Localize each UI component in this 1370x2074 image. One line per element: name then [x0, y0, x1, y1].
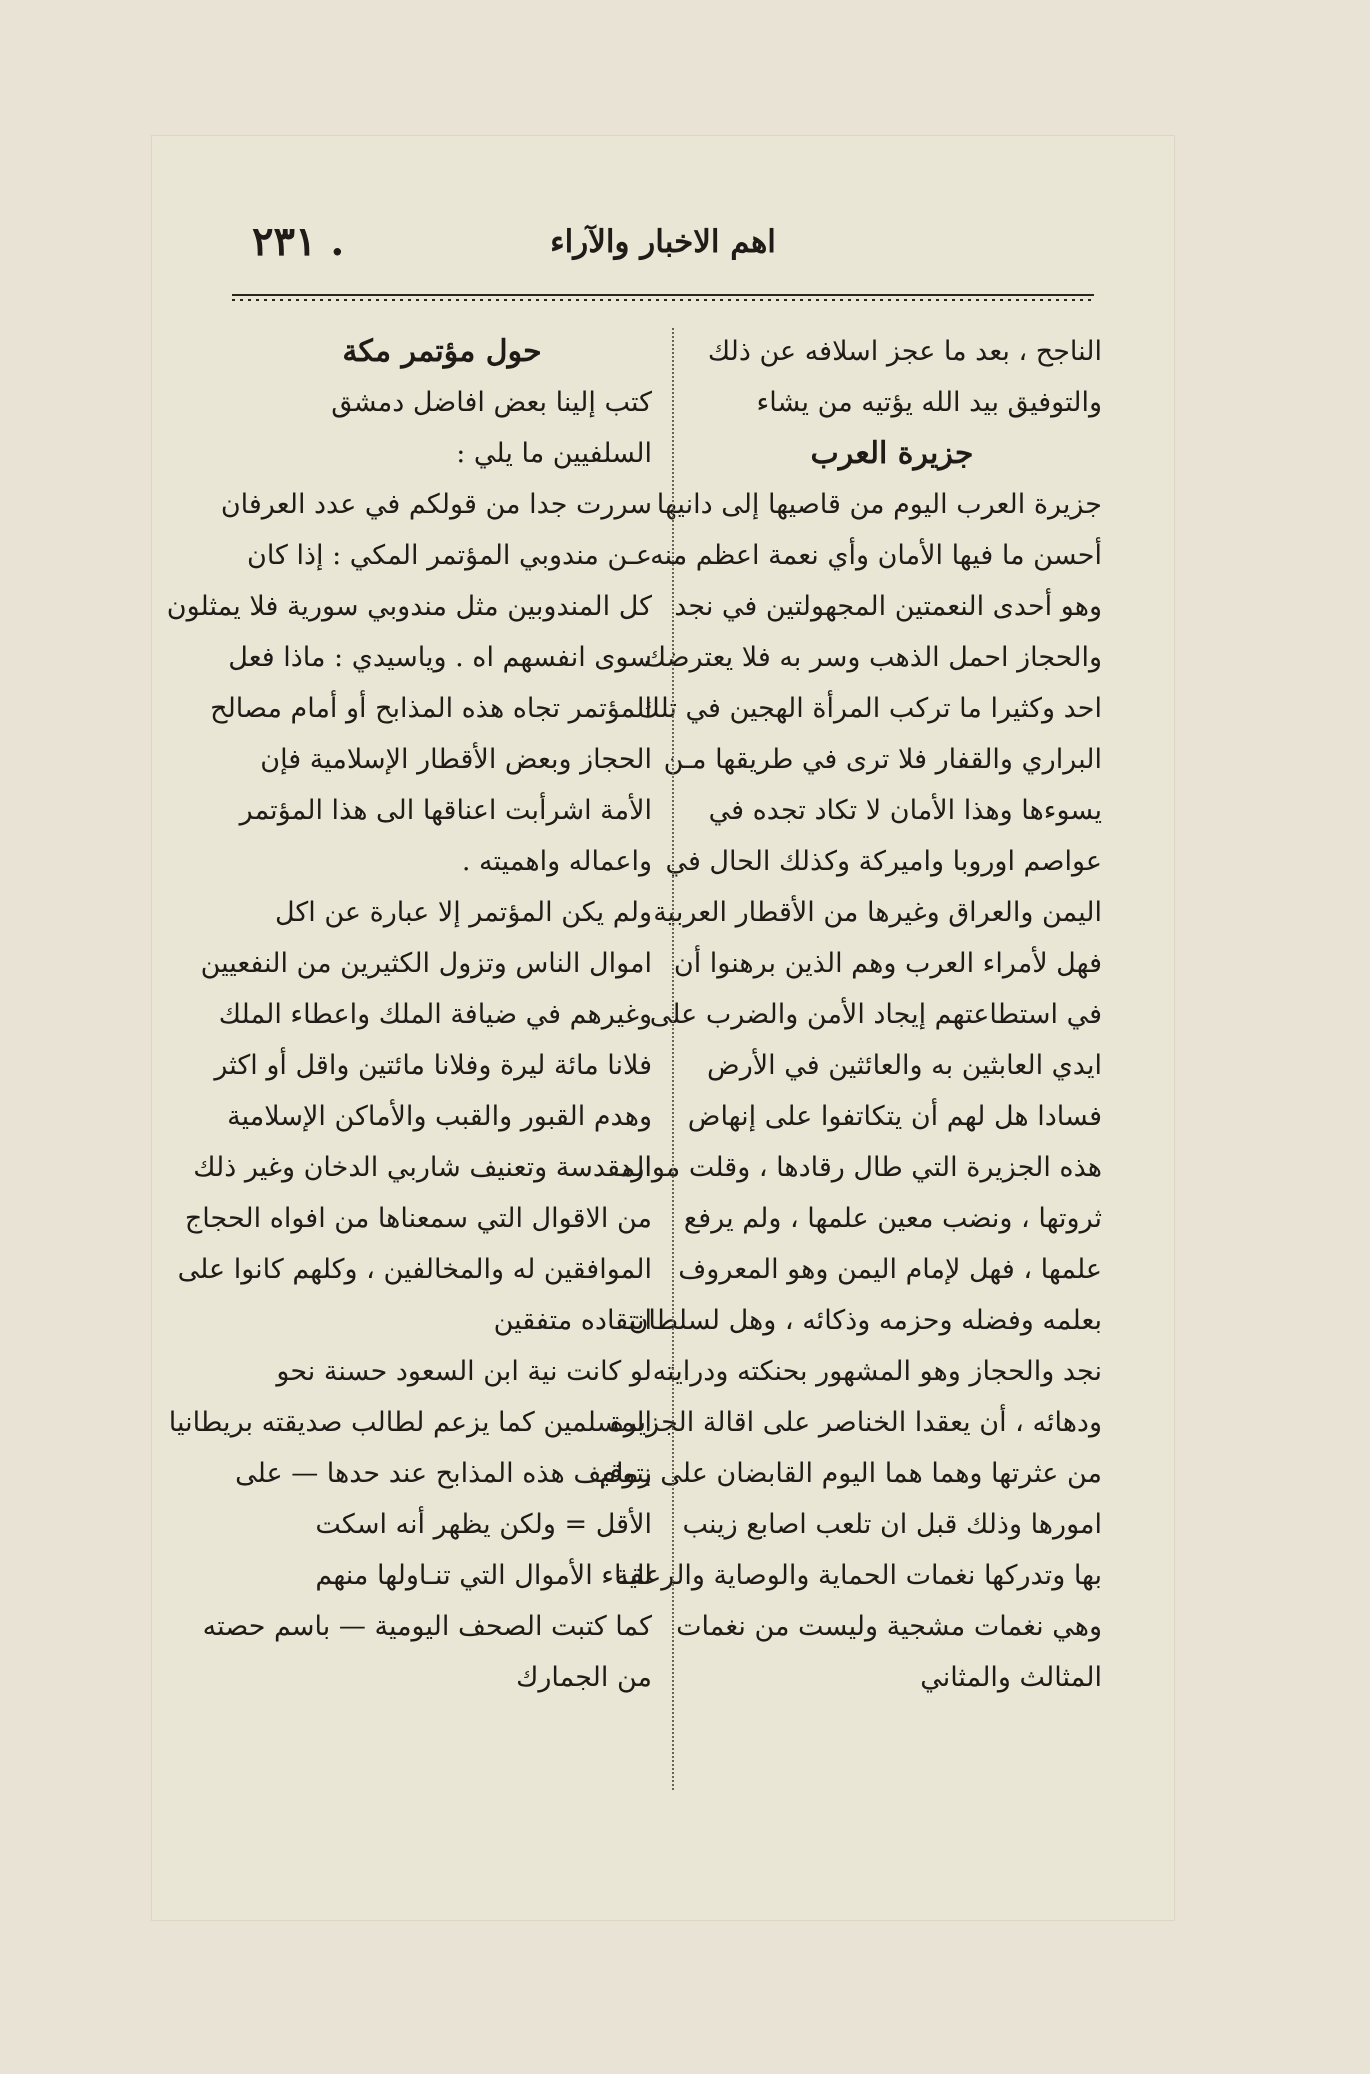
text-line: المقدسة وتعنيف شاربي الدخان وغير ذلك [193, 1152, 652, 1183]
text-line: بتوقيف هذه المذابح عند حدها — على [235, 1458, 652, 1489]
text-line: سوى انفسهم اه . وياسيدي : ماذا فعل [228, 642, 652, 673]
section-heading-mecca-conference: حول مؤتمر مكة [342, 334, 542, 369]
text-line: من عثرتها وهما هما اليوم القابضان على زمام [599, 1458, 1102, 1489]
text-line: بعلمه وفضله وحزمه وذكائه ، وهل لسلطان [628, 1305, 1102, 1336]
text-line: ايدي العابثين به والعائثين في الأرض [707, 1050, 1102, 1081]
text-line: في استطاعتهم إيجاد الأمن والضرب على [649, 999, 1102, 1030]
text-line: السلفيين ما يلي : [456, 438, 652, 469]
text-line: وغيرهم في ضيافة الملك واعطاء الملك [218, 999, 652, 1030]
text-line: احد وكثيرا ما تركب المرأة الهجين في تلك [637, 693, 1102, 724]
text-line: والحجاز احمل الذهب وسر به فلا يعترضك [643, 642, 1102, 673]
right-column [599, 326, 1102, 1703]
text-line: كما كتبت الصحف اليومية — باسم حصته [202, 1611, 652, 1642]
text-line: اليمن والعراق وغيرها من الأقطار العربية [653, 897, 1102, 928]
text-line: فلانا مائة ليرة وفلانا مائتين واقل أو اكثر [214, 1050, 652, 1081]
text-line: وهو أحدى النعمتين المجهولتين في نجد [674, 591, 1102, 622]
left-column [166, 326, 652, 1703]
text-line: عـن مندوبي المؤتمر المكي : إذا كان [247, 540, 652, 571]
text-line: كتب إلينا بعض افاضل دمشق [331, 387, 652, 418]
text-line: المؤتمر تجاه هذه المذابح أو أمام مصالح [210, 693, 652, 724]
text-line: من الجمارك [516, 1662, 652, 1693]
text-line: الموافقين له والمخالفين ، وكلهم كانوا على [177, 1254, 652, 1285]
text-line: المسلمين كما يزعم لطالب صديقته بريطانيا [168, 1407, 652, 1438]
text-line: لقـاء الأموال التي تنـاولها منهم [315, 1560, 652, 1591]
text-line: الأقل = ولكن يظهر أنه اسكت [315, 1509, 652, 1540]
text-line: وهدم القبور والقبب والأماكن الإسلامية [227, 1101, 652, 1132]
text-line: المثالث والمثاني [920, 1662, 1102, 1693]
text-line: هذه الجزيرة التي طال رقادها ، وقلت موارد [619, 1152, 1102, 1183]
text-line: كل المندوبين مثل مندوبي سورية فلا يمثلون [166, 591, 652, 622]
header-rule [232, 294, 1094, 304]
text-line: انتقاده متفقين [493, 1305, 652, 1336]
text-line: وهي نغمات مشجية وليست من نغمات [676, 1611, 1102, 1642]
text-line: الأمة اشرأبت اعناقها الى هذا المؤتمر [239, 795, 652, 826]
text-line: ثروتها ، ونضب معين علمها ، ولم يرفع [683, 1203, 1102, 1234]
text-line: من الاقوال التي سمعناها من افواه الحجاج [184, 1203, 652, 1234]
text-line: فهل لأمراء العرب وهم الذين برهنوا أن [673, 948, 1102, 979]
text-line: الناجح ، بعد ما عجز اسلافه عن ذلك [707, 336, 1102, 367]
running-title: اهم الاخبار والآراء [550, 224, 776, 260]
text-line: جزيرة العرب اليوم من قاصيها إلى دانيها [656, 489, 1102, 520]
page-header [232, 218, 1094, 284]
page-number: ٢٣١ . [252, 218, 345, 265]
book-page [152, 136, 1174, 1920]
text-line: عواصم اوروبا واميركة وكذلك الحال في [665, 846, 1102, 877]
text-line: ولم يكن المؤتمر إلا عبارة عن اكل [274, 897, 652, 928]
text-line: سررت جدا من قولكم في عدد العرفان [220, 489, 652, 520]
text-line: نجد والحجاز وهو المشهور بحنكته ودرايته [652, 1356, 1102, 1387]
text-line: لو كانت نية ابن السعود حسنة نحو [276, 1356, 652, 1387]
column-divider [672, 328, 674, 1790]
text-line: علمها ، فهل لإمام اليمن وهو المعروف [678, 1254, 1102, 1285]
text-line: اموال الناس وتزول الكثيرين من النفعيين [200, 948, 652, 979]
section-heading-arab-peninsula: جزيرة العرب [810, 436, 974, 471]
text-line: امورها وذلك قبل ان تلعب اصابع زينب [682, 1509, 1102, 1540]
text-line: واعماله واهميته . [461, 846, 652, 877]
text-line: يسوءها وهذا الأمان لا تكاد تجده في [708, 795, 1102, 826]
text-line: أحسن ما فيها الأمان وأي نعمة اعظم منه [650, 540, 1102, 571]
text-line: بها وتدركها نغمات الحماية والوصاية والرعاية [614, 1560, 1102, 1591]
text-line: والتوفيق بيد الله يؤتيه من يشاء [756, 387, 1102, 418]
text-line: الحجاز وبعض الأقطار الإسلامية فإن [260, 744, 652, 775]
text-line: ودهائه ، أن يعقدا الخناصر على اقالة الجزيرة [609, 1407, 1102, 1438]
text-line: فسادا هل لهم أن يتكاتفوا على إنهاض [687, 1101, 1102, 1132]
text-line: البراري والقفار فلا ترى في طريقها مـن [663, 744, 1102, 775]
